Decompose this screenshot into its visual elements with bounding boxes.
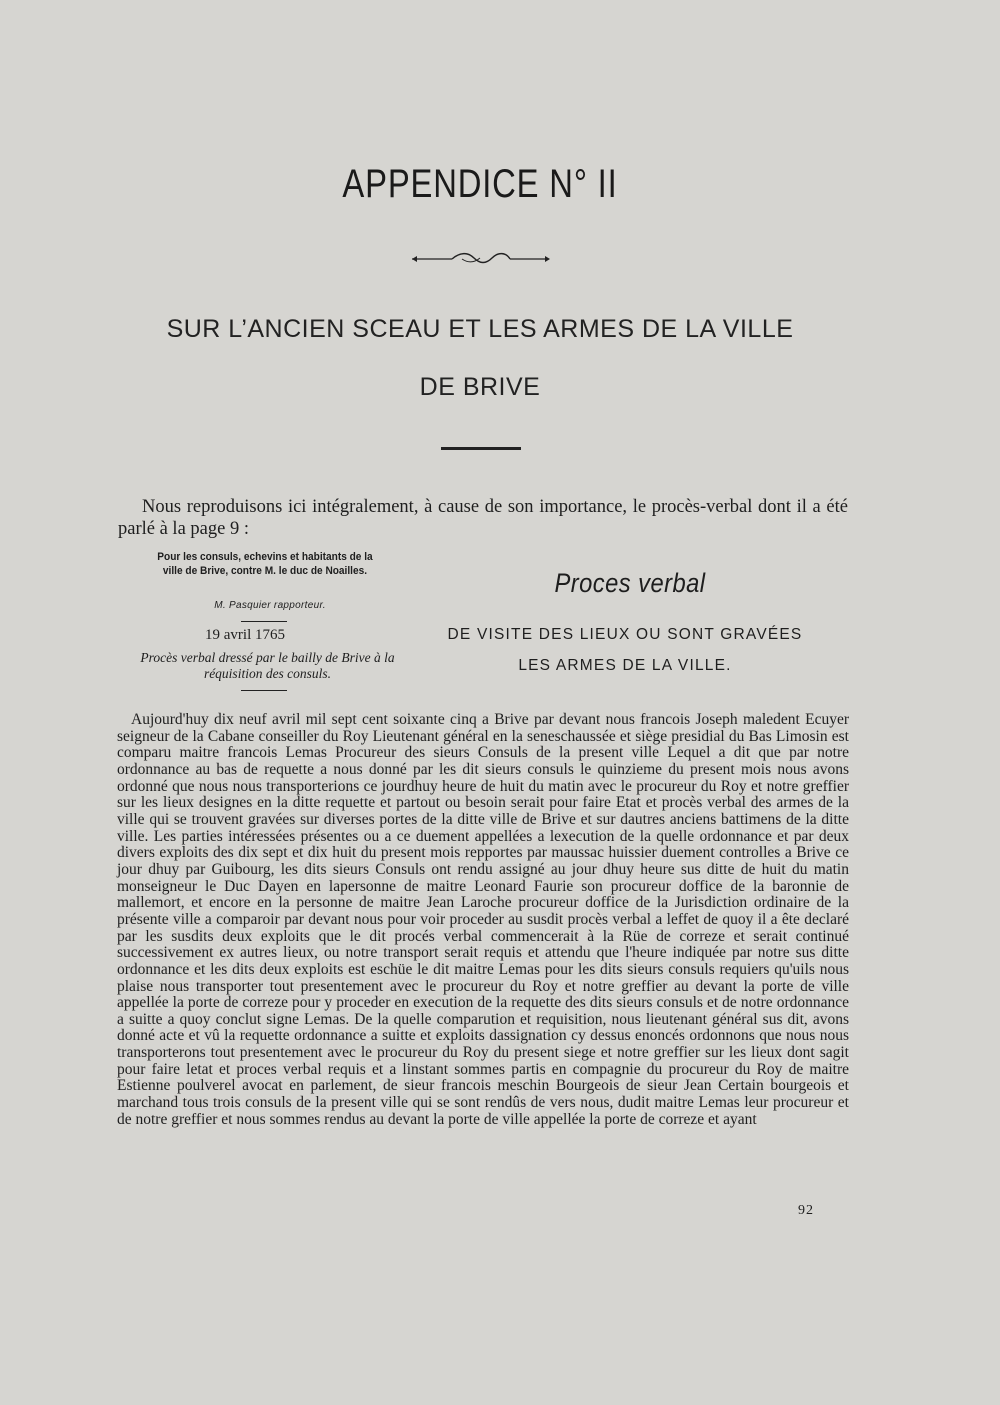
proces-verbal-subtitle-line-2: LES ARMES DE LA VILLE. xyxy=(518,657,732,674)
margin-note-description: Procès verbal dressé par le bailly de Brive à la réquisition des consuls. xyxy=(140,650,395,681)
proces-verbal-body: Aujourd'huy dix neuf avril mil sept cent soixante cinq a Brive par devant nous francois Joseph maledent Ecuyer seigneur de la Cabane conseiller du Roy Lieutenant général en la seneschaussée et siège presidial du Bas Limosin est comparu maitre francois Lemas Procureur des sieurs Consuls de la present ville Lequel a dit que par notre ordonnance au bas de requette a nous donné par les dit sieurs consuls le quinzieme du present mois nous avons ordonné que nous nous transporterions ce jourdhuy heure de huit du matin avec le procureur du Roy et notre greffier sur les lieux designes en la ditte requette et partout ou besoin serait pour faire Etat et procès verbal des armes de la ville qui se trouvent gravées sur diverses portes de la ditte ville de Brive et sur dautres anciens battimens de la ditte ville. Les parties intéressées présentes ou a ce duement appellées a lexecution de la quelle ordonnance et par deux divers exploits des dix sept et dix huit du present mois repportes par maussac huissier duement controlles a Brive ce jour dhuy par Guibourg, les dits sieurs Consuls ont rendu assigné au jour dhuy heure sus ditte de huit du matin monseigneur le Duc Dayen en lapersonne de maitre Leonard Faurie son procureur doffice de la baronnie de mallemort, et encore en la personne de maitre Jean Laroche procureur doffice de la Jurisdiction ordinaire de la présente ville a comparoir par devant nous pour voir proceder au susdit procès verbal a leffet de quoy il a ête declaré par les susdits deux exploits que le dit procés verbal commencerait à la Rüe de correze et serait continué successivement ex autres lieux, ou notre transport serait requis et attendu que l'heure indiquée par notre sus ditte ordonnance et les dits deux exploits est eschüe le dit maitre Lemas pour les dits sieurs consuls requiers qu'uils nous plaise nous transporter tout presentement avec le procureur du Roy et notre greffier au devant la porte de ville appellée la porte de correze pour y proceder en execution de la requette des dits sieurs consuls et de notre ordonnance a suitte a quoy conclut signe Lemas. De la quelle comparution et requisition, nous lieutenant général sus dit, avons donné acte et vû la requette ordonnance a suitte et exploits dassignation cy dessus enoncés ordonnons que nous nous transporterons tout presentement avec le procureur du Roy du present siege et notre greffier sur les lieux dont sagit pour faire letat et proces verbal requis et a linstant sommes partis en compagnie du procureur du Roy de maitre Estienne poulverel avocat en parlement, de sieur francois meschin Bourgeois de sieur Jean Certain bourgeois et marchand tous trois consuls de la present ville qui se sont rendûs de vers nous, dudit maitre Lemas leur procureur et de notre greffier et nous sommes rendus au devant la porte de ville appellée la porte de correze et ayant xyxy=(117,711,849,1128)
section-title-line-1: SUR L’ANCIEN SCEAU ET LES ARMES DE LA VILLE xyxy=(166,315,794,343)
margin-note-divider xyxy=(241,621,287,622)
page-title: APPENDICE N° II xyxy=(342,162,618,206)
proces-verbal-subtitle-line-1: DE VISITE DES LIEUX OU SONT GRAVÉES xyxy=(447,626,803,643)
proces-verbal-title: Proces verbal xyxy=(554,568,706,598)
title-divider xyxy=(441,447,521,450)
margin-note-date: 19 avril 1765 xyxy=(205,627,285,643)
decorative-flourish xyxy=(410,250,550,268)
margin-note-rapporteur: M. Pasquier rapporteur. xyxy=(214,600,326,611)
margin-note-parties: Pour les consuls, echevins et habitants de la ville de Brive, contre M. le duc de Noailles. xyxy=(157,551,373,577)
page-number: 92 xyxy=(798,1203,814,1218)
intro-paragraph: Nous reproduisons ici intégralement, à cause de son importance, le procès-verbal dont il a été parlé à la page 9 : xyxy=(118,497,848,539)
section-title-line-2: DE BRIVE xyxy=(419,373,541,401)
margin-note-divider-bottom xyxy=(241,690,287,691)
